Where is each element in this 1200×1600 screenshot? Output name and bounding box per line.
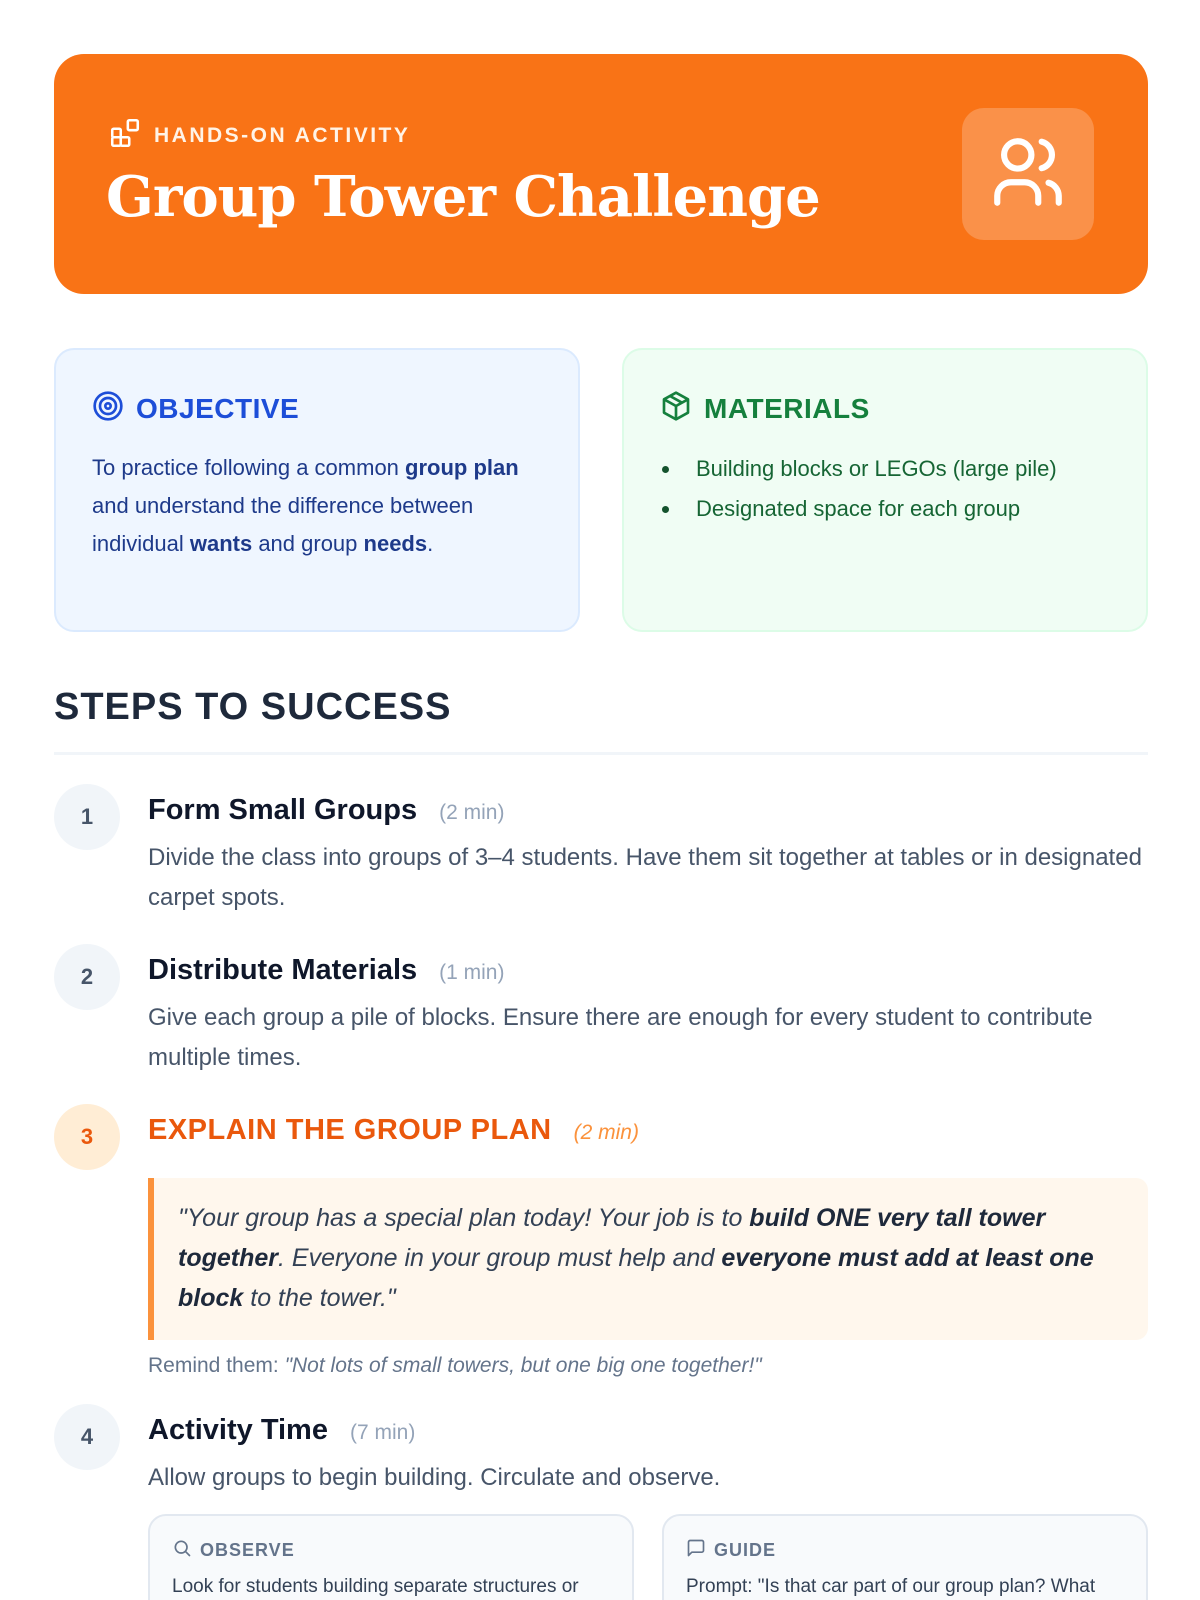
list-item: Designated space for each group bbox=[660, 489, 1110, 529]
objective-heading: OBJECTIVE bbox=[136, 392, 300, 424]
guide-label: GUIDE bbox=[714, 1540, 777, 1560]
step-number: 3 bbox=[54, 1104, 120, 1170]
step-number: 4 bbox=[54, 1404, 120, 1470]
step-description: Divide the class into groups of 3–4 students. Have them sit together at tables or in designated carpet spots. bbox=[148, 844, 1142, 911]
objective-card bbox=[54, 348, 580, 632]
guide-text: Prompt: "Is that car part of our group plan? What bbox=[686, 1576, 1096, 1597]
target-icon bbox=[92, 390, 124, 427]
activity-header bbox=[54, 54, 1148, 294]
materials-list bbox=[660, 449, 1110, 529]
teacher-script-quote: "Your group has a special plan today! Your job is to build ONE very tall tower together. Everyone in your group must help and everyone must add at least one block to the tower." bbox=[148, 1178, 1148, 1340]
search-icon bbox=[172, 1538, 192, 1563]
objective-text: To practice following a common group plan and understand the difference between individual wants and group needs. bbox=[92, 455, 519, 556]
observe-box bbox=[148, 1514, 634, 1600]
step-duration: (1 min) bbox=[439, 961, 505, 984]
activity-type-label: HANDS-ON ACTIVITY bbox=[154, 123, 411, 147]
step-title: EXPLAIN THE GROUP PLAN bbox=[148, 1114, 552, 1146]
step-duration: (2 min) bbox=[439, 801, 505, 824]
materials-card bbox=[622, 348, 1148, 632]
step-title: Distribute Materials bbox=[148, 954, 418, 986]
users-icon bbox=[987, 131, 1069, 218]
list-item: Building blocks or LEGOs (large pile) bbox=[660, 449, 1110, 489]
observe-text: Look for students building separate structures or bbox=[172, 1576, 579, 1597]
message-icon bbox=[686, 1538, 706, 1563]
reminder-note: Remind them: "Not lots of small towers, but one big one together!" bbox=[148, 1354, 762, 1377]
divider bbox=[54, 752, 1148, 755]
package-icon bbox=[660, 390, 692, 427]
step-number: 2 bbox=[54, 944, 120, 1010]
materials-heading: MATERIALS bbox=[704, 392, 870, 424]
step-description: Allow groups to begin building. Circulate and observe. bbox=[148, 1464, 721, 1491]
step-description: Give each group a pile of blocks. Ensure there are enough for every student to contribute multiple times. bbox=[148, 1004, 1093, 1071]
step-title: Form Small Groups bbox=[148, 794, 418, 826]
page-title: Group Tower Challenge bbox=[106, 164, 820, 230]
activity-kicker bbox=[108, 116, 410, 155]
users-badge bbox=[962, 108, 1094, 240]
observe-label: OBSERVE bbox=[200, 1540, 295, 1560]
step-number: 1 bbox=[54, 784, 120, 850]
steps-heading: STEPS TO SUCCESS bbox=[54, 686, 452, 728]
step-title: Activity Time bbox=[148, 1414, 328, 1446]
guide-box bbox=[662, 1514, 1148, 1600]
step-duration: (2 min) bbox=[573, 1121, 639, 1144]
blocks-icon bbox=[108, 116, 142, 155]
step-duration: (7 min) bbox=[349, 1421, 416, 1444]
